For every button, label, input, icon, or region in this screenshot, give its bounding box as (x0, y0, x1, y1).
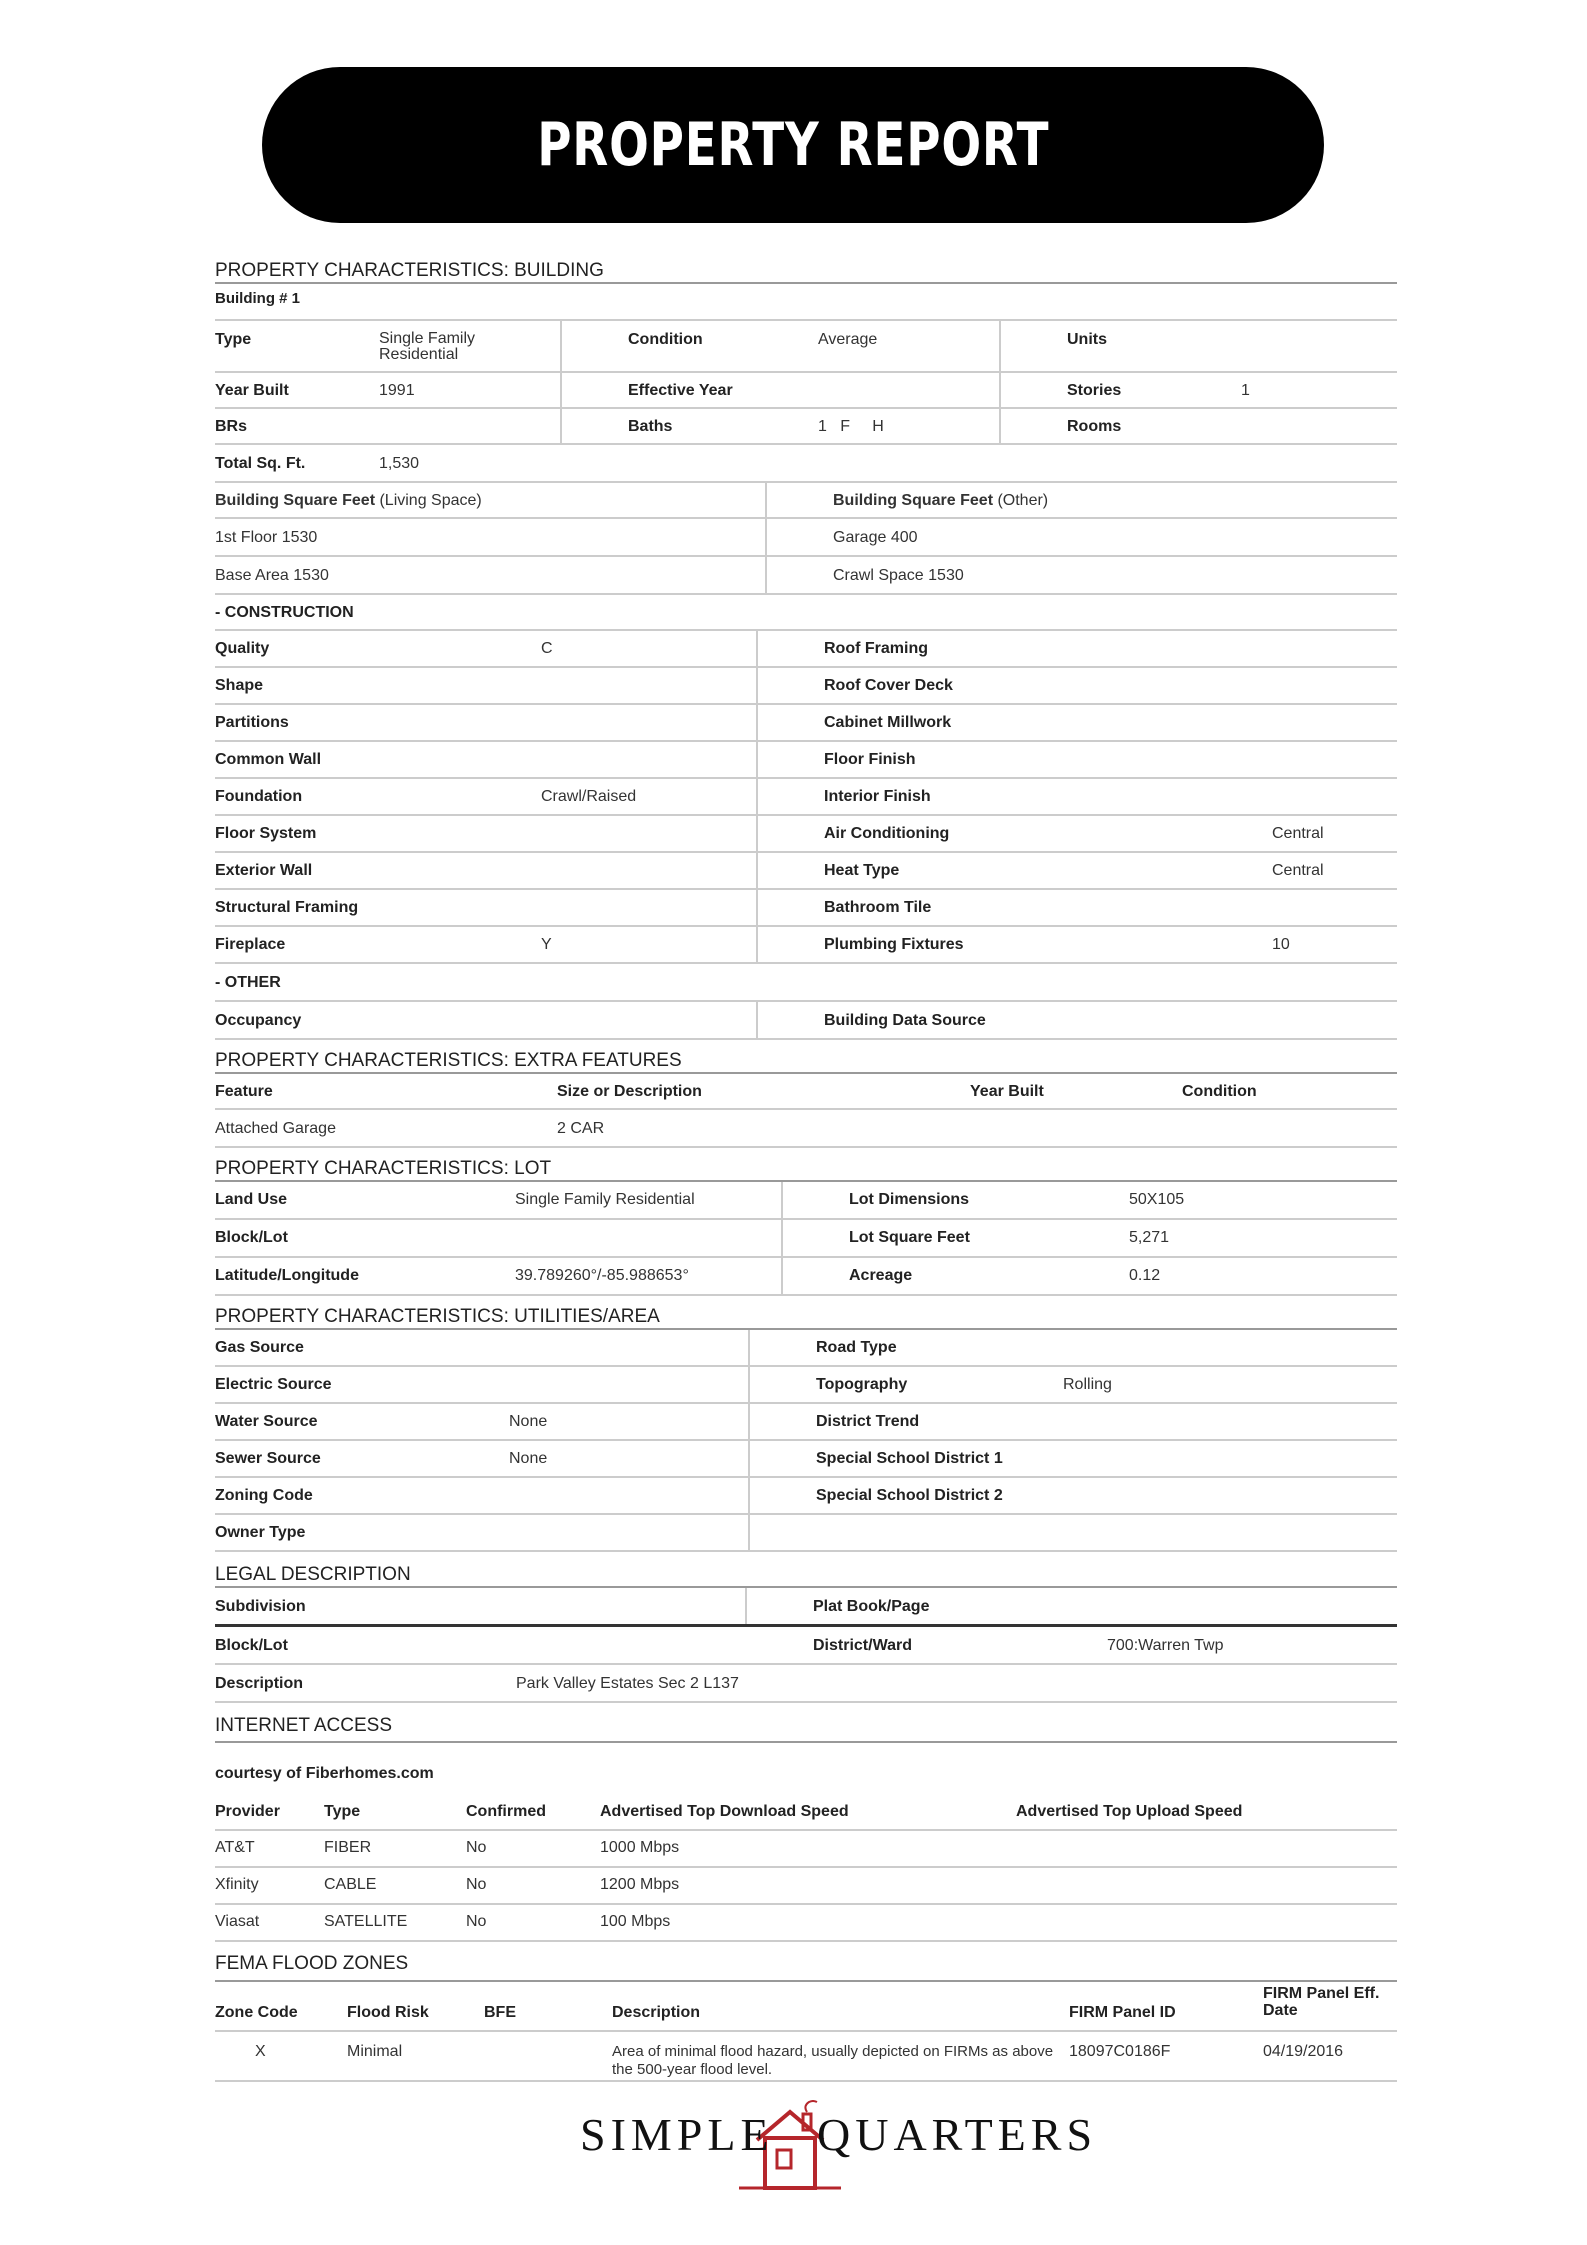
other-sqft-label: Building Square Feet (833, 492, 994, 509)
internet-header-download: Advertised Top Download Speed (600, 1803, 849, 1820)
lot-value: Single Family Residential (515, 1191, 695, 1208)
total-sqft-value: 1,530 (379, 455, 420, 472)
subdivision-row (215, 1588, 1397, 1627)
internet-header-provider: Provider (215, 1803, 280, 1820)
construction-value: Central (1272, 861, 1324, 879)
fema-header-risk: Flood Risk (347, 2004, 429, 2021)
internet-cell: CABLE (324, 1876, 377, 1893)
other-sqft-item: Garage 400 (833, 529, 918, 546)
utility-value: Rolling (1063, 1375, 1112, 1393)
construction-value: 10 (1272, 935, 1290, 953)
year-built-label: Year Built (215, 382, 289, 399)
year-built-value: 1991 (379, 382, 415, 399)
internet-cell: 1000 Mbps (600, 1839, 680, 1856)
fema-description: Area of minimal flood hazard, usually depicted on FIRMs as above the 500-year flood level. (612, 2043, 1054, 2078)
fema-header-description: Description (612, 2004, 701, 2021)
internet-cell: No (466, 1913, 487, 1930)
construction-label: Foundation (215, 787, 303, 805)
condition-value: Average (818, 331, 878, 348)
legal-description-row (215, 1665, 1397, 1703)
internet-cell: No (466, 1839, 487, 1856)
construction-left-cell (215, 853, 756, 888)
construction-label: - CONSTRUCTION (215, 604, 354, 621)
construction-left-cell (215, 816, 756, 851)
utility-right-cell (748, 1330, 1395, 1365)
footer (0, 2080, 1587, 2200)
lot-label: Block/Lot (215, 1229, 288, 1246)
construction-label: Bathroom Tile (824, 898, 932, 916)
utility-left-cell (215, 1515, 748, 1550)
fema-flood-risk: Minimal (347, 2043, 403, 2060)
internet-row-cell (215, 1905, 1397, 1940)
utility-row (215, 1515, 1397, 1552)
lot-label: Lot Dimensions (849, 1191, 970, 1208)
effective-year-label: Effective Year (628, 382, 733, 399)
extra-header-feature: Feature (215, 1083, 273, 1100)
occupancy-row (215, 1002, 1397, 1040)
other-section-label: - OTHER (215, 974, 281, 991)
logo-text-right: QUARTERS (817, 2109, 1098, 2160)
utility-label: District Trend (816, 1412, 920, 1430)
construction-label: Fireplace (215, 935, 286, 953)
lot-table (215, 1182, 1397, 1296)
legal-block-row (215, 1627, 1397, 1665)
construction-right-cell (756, 853, 1395, 888)
plat-book-label: Plat Book/Page (813, 1598, 930, 1615)
utility-label: Sewer Source (215, 1449, 321, 1467)
lot-value: 39.789260°/-85.988653° (515, 1267, 689, 1284)
internet-row-cell (215, 1868, 1397, 1903)
stories-value: 1 (1241, 382, 1250, 399)
extra-features-section-title: PROPERTY CHARACTERISTICS: EXTRA FEATURES (215, 1040, 1397, 1074)
utility-label: Gas Source (215, 1338, 304, 1356)
courtesy-row (215, 1743, 1397, 1791)
lot-value: 0.12 (1129, 1267, 1161, 1284)
courtesy-text: courtesy of Fiberhomes.com (215, 1765, 434, 1782)
construction-row (215, 742, 1397, 779)
stories-label: Stories (1067, 382, 1122, 399)
brs-label: BRs (215, 418, 248, 435)
internet-row (215, 1905, 1397, 1942)
utility-label: Owner Type (215, 1523, 306, 1541)
internet-row (215, 1831, 1397, 1868)
year-built-row (215, 373, 1397, 409)
legal-description-value: Park Valley Estates Sec 2 L137 (516, 1675, 739, 1692)
construction-label: Air Conditioning (824, 824, 950, 842)
lot-right-cell (781, 1258, 1395, 1294)
utility-row (215, 1367, 1397, 1404)
construction-value: Central (1272, 824, 1324, 842)
construction-label: Heat Type (824, 861, 900, 879)
total-sqft-row (215, 445, 1397, 483)
units-label: Units (1067, 331, 1107, 348)
utility-left-cell (215, 1441, 748, 1476)
lot-row (215, 1258, 1397, 1296)
building-number-row (215, 284, 1397, 321)
construction-label: Interior Finish (824, 787, 931, 805)
fema-panel-date: 04/19/2016 (1263, 2043, 1344, 2060)
brs-row (215, 409, 1397, 445)
construction-label: Roof Cover Deck (824, 676, 953, 694)
construction-right-cell (756, 816, 1395, 851)
lot-row (215, 1220, 1397, 1258)
internet-cell: FIBER (324, 1839, 372, 1856)
construction-right-cell (756, 779, 1395, 814)
internet-cell: Viasat (215, 1913, 260, 1930)
utility-left-cell (215, 1478, 748, 1513)
internet-header-row (215, 1791, 1397, 1831)
construction-right-cell (756, 890, 1395, 925)
fema-row (215, 2032, 1397, 2082)
internet-cell: 100 Mbps (600, 1913, 671, 1930)
construction-value: Y (541, 935, 552, 953)
lot-value: 5,271 (1129, 1229, 1170, 1246)
living-sqft-item: Base Area 1530 (215, 567, 329, 584)
building-type-row (215, 321, 1397, 373)
living-sqft-item: 1st Floor 1530 (215, 529, 318, 546)
construction-left-cell (215, 668, 756, 703)
living-sqft-label: Building Square Feet (215, 492, 376, 509)
extra-feature-size: 2 CAR (557, 1120, 605, 1137)
construction-right-cell (756, 742, 1395, 777)
construction-row (215, 816, 1397, 853)
lot-right-cell (781, 1220, 1395, 1256)
internet-row (215, 1868, 1397, 1905)
baths-value: 1 F H (818, 418, 884, 435)
lot-label: Acreage (849, 1267, 913, 1284)
internet-section-title: INTERNET ACCESS (215, 1703, 1397, 1743)
construction-label: Floor Finish (824, 750, 916, 768)
construction-table (215, 631, 1397, 964)
lot-value: 50X105 (1129, 1191, 1185, 1208)
rooms-label: Rooms (1067, 418, 1122, 435)
construction-right-cell (756, 668, 1395, 703)
fema-zone-code: X (255, 2043, 266, 2060)
subdivision-label: Subdivision (215, 1598, 306, 1615)
construction-label: Roof Framing (824, 639, 928, 657)
extra-header-condition: Condition (1182, 1083, 1257, 1100)
extra-feature-name: Attached Garage (215, 1120, 336, 1137)
utility-right-cell (748, 1367, 1395, 1402)
utility-label: Zoning Code (215, 1486, 313, 1504)
construction-left-cell (215, 927, 756, 962)
construction-label: Partitions (215, 713, 289, 731)
internet-header-confirmed: Confirmed (466, 1803, 546, 1820)
utility-label: Electric Source (215, 1375, 332, 1393)
construction-label: Cabinet Millwork (824, 713, 952, 731)
baths-label: Baths (628, 418, 673, 435)
internet-table (215, 1831, 1397, 1942)
utility-right-cell (748, 1441, 1395, 1476)
internet-header-upload: Advertised Top Upload Speed (1016, 1803, 1243, 1820)
extra-features-header-row (215, 1074, 1397, 1110)
construction-left-cell (215, 742, 756, 777)
sqft-row (215, 557, 1397, 595)
sqft-header-row (215, 483, 1397, 519)
fema-header-bfe: BFE (484, 2004, 516, 2021)
fema-header-panel-date: FIRM Panel Eff. Date (1263, 1985, 1380, 2019)
internet-cell: No (466, 1876, 487, 1893)
building-data-source-label: Building Data Source (824, 1012, 986, 1029)
construction-left-cell (215, 631, 756, 666)
construction-right-cell (756, 705, 1395, 740)
lot-label: Lot Square Feet (849, 1229, 970, 1246)
utility-row (215, 1330, 1397, 1367)
internet-header-type: Type (324, 1803, 361, 1820)
total-sqft-label: Total Sq. Ft. (215, 455, 306, 472)
construction-left-cell (215, 779, 756, 814)
building-number-label: Building # 1 (215, 290, 301, 307)
utility-right-cell (748, 1515, 1395, 1550)
utility-label: Topography (816, 1375, 908, 1393)
extra-header-size: Size or Description (557, 1083, 702, 1100)
utility-right-cell (748, 1478, 1395, 1513)
building-section-title: PROPERTY CHARACTERISTICS: BUILDING (215, 250, 1397, 284)
type-value: Single Family Residential (379, 330, 476, 363)
living-sqft-sub: (Living Space) (375, 492, 482, 509)
report-title: PROPERTY REPORT (536, 110, 1050, 180)
construction-row (215, 927, 1397, 964)
fema-header-panel-id: FIRM Panel ID (1069, 2004, 1176, 2021)
utility-value: None (509, 1449, 548, 1467)
district-ward-value: 700:Warren Twp (1107, 1637, 1224, 1654)
other-sqft-sub: (Other) (993, 492, 1049, 509)
construction-row (215, 631, 1397, 668)
construction-label: Plumbing Fixtures (824, 935, 964, 953)
construction-label: Common Wall (215, 750, 322, 768)
utilities-section-title: PROPERTY CHARACTERISTICS: UTILITIES/AREA (215, 1296, 1397, 1330)
lot-label: Land Use (215, 1191, 288, 1208)
sqft-row (215, 519, 1397, 557)
utility-value: None (509, 1412, 548, 1430)
lot-section-title: PROPERTY CHARACTERISTICS: LOT (215, 1148, 1397, 1182)
logo-text-left: SIMPLE (580, 2109, 774, 2160)
utility-left-cell (215, 1330, 748, 1365)
fema-panel-id: 18097C0186F (1069, 2043, 1171, 2060)
other-sqft-item: Crawl Space 1530 (833, 567, 964, 584)
internet-cell: 1200 Mbps (600, 1876, 680, 1893)
type-label: Type (215, 331, 252, 348)
utility-label: Special School District 1 (816, 1449, 1003, 1467)
construction-row (215, 853, 1397, 890)
lot-row (215, 1182, 1397, 1220)
legal-section-title: LEGAL DESCRIPTION (215, 1552, 1397, 1588)
lot-left-cell (215, 1258, 781, 1294)
internet-cell: Xfinity (215, 1876, 259, 1893)
construction-label: Floor System (215, 824, 317, 842)
legal-description-label: Description (215, 1675, 304, 1692)
lot-right-cell (781, 1182, 1395, 1218)
construction-right-cell (756, 631, 1395, 666)
utility-row (215, 1478, 1397, 1515)
construction-row (215, 668, 1397, 705)
construction-value: Crawl/Raised (541, 787, 637, 805)
construction-label: Exterior Wall (215, 861, 313, 879)
internet-cell: AT&T (215, 1839, 255, 1856)
utility-row (215, 1404, 1397, 1441)
utility-row (215, 1441, 1397, 1478)
lot-left-cell (215, 1182, 781, 1218)
construction-row (215, 890, 1397, 927)
utility-left-cell (215, 1404, 748, 1439)
fema-header-row (215, 1982, 1397, 2032)
utility-label: Special School District 2 (816, 1486, 1003, 1504)
construction-row (215, 779, 1397, 816)
other-header-row (215, 964, 1397, 1002)
construction-label: Shape (215, 676, 264, 694)
report-banner (262, 67, 1324, 223)
construction-header-row (215, 595, 1397, 631)
utility-label: Road Type (816, 1338, 897, 1356)
internet-cell: SATELLITE (324, 1913, 408, 1930)
lot-label: Latitude/Longitude (215, 1267, 359, 1284)
lot-left-cell (215, 1220, 781, 1256)
occupancy-label: Occupancy (215, 1012, 302, 1029)
utility-label: Water Source (215, 1412, 318, 1430)
utilities-table (215, 1330, 1397, 1552)
report-content (215, 250, 1397, 2082)
construction-left-cell (215, 705, 756, 740)
construction-label: Structural Framing (215, 898, 359, 916)
district-ward-label: District/Ward (813, 1637, 912, 1654)
fema-section-title: FEMA FLOOD ZONES (215, 1942, 1397, 1982)
construction-value: C (541, 639, 553, 657)
construction-left-cell (215, 890, 756, 925)
legal-block-lot-label: Block/Lot (215, 1637, 288, 1654)
construction-row (215, 705, 1397, 742)
internet-row-cell (215, 1831, 1397, 1866)
fema-header-zone: Zone Code (215, 2004, 298, 2021)
construction-right-cell (756, 927, 1395, 962)
extra-feature-row (215, 1110, 1397, 1148)
utility-left-cell (215, 1367, 748, 1402)
utility-right-cell (748, 1404, 1395, 1439)
extra-header-year: Year Built (970, 1083, 1044, 1100)
condition-label: Condition (628, 331, 703, 348)
construction-label: Quality (215, 639, 270, 657)
